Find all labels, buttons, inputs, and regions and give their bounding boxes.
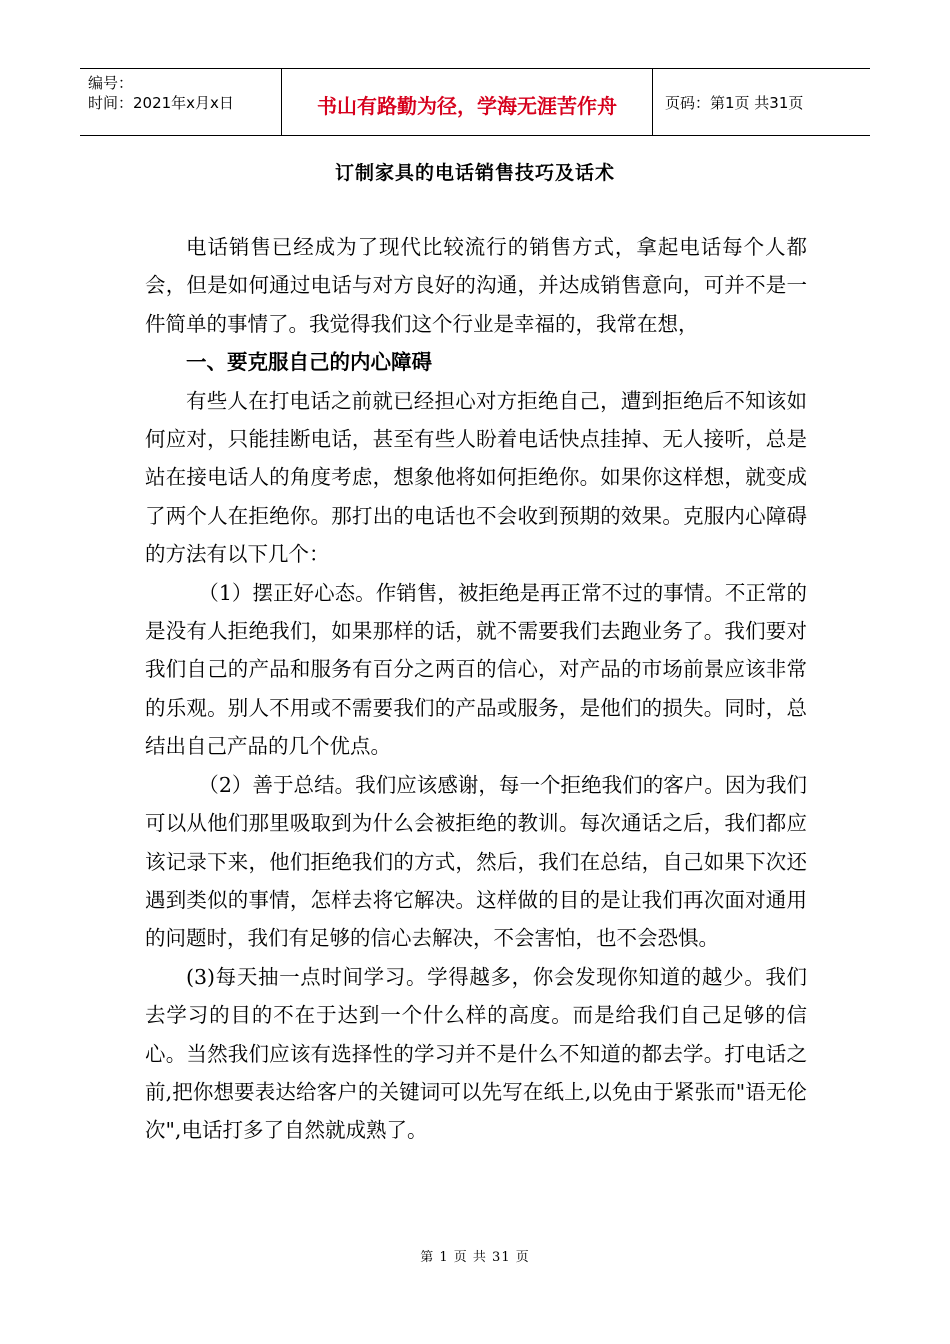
paragraph-point-1: （1）摆正好心态。作销售，被拒绝是再正常不过的事情。不正常的是没有人拒绝我们，如果那样的话，就不需要我们去跑业务了。我们要对我们自己的产品和服务有百分之两百的信心，对产品的市场前景应该非常的乐观。别人不用或不需要我们的产品或服务，是他们的损失。同时，总结出自己产品的几个优点。 [145,580,807,759]
document-header [80,68,870,136]
paragraph-point-2: （2）善于总结。我们应该感谢，每一个拒绝我们的客户。因为我们可以从他们那里吸取到为什么会被拒绝的教训。每次通话之后，我们都应该记录下来，他们拒绝我们的方式，然后，我们在总结，自己如果下次还遇到类似的事情，怎样去将它解决。这样做的目的是让我们再次面对通用的问题时，我们有足够的信心去解决，不会害怕，也不会恐惧。 [145,772,807,951]
document-body [145,228,807,1150]
header-page-info: 页码：第1页 共31页 [665,93,804,112]
document-title: 订制家具的电话销售技巧及话术 [334,162,615,184]
header-motto: 书山有路勤为径，学海无涯苦作舟 [317,93,617,118]
document-number-label: 编号： [88,74,134,92]
paragraph-obstacles: 有些人在打电话之前就已经担心对方拒绝自己，遭到拒绝后不知该如何应对，只能挂断电话，甚至有些人盼着电话快点挂掉、无人接听，总是站在接电话人的角度考虑，想象他将如何拒绝你。如果你这样想，就变成了两个人在拒绝你。那打出的电话也不会收到预期的效果。克服内心障碍的方法有以下几个： [145,388,807,567]
page-footer: 第 1 页 共 31 页 [420,1250,530,1265]
header-motto-cell [282,69,653,135]
document-date: 时间：2021年x月x日 [88,94,234,112]
header-meta-cell [80,69,282,135]
header-page-cell [653,69,870,135]
paragraph-point-3: (3)每天抽一点时间学习。学得越多，你会发现你知道的越少。我们去学习的目的不在于达到一个什么样的高度。而是给我们自己足够的信心。当然我们应该有选择性的学习并不是什么不知道的都去学。打电话之前,把你想要表达给客户的关键词可以先写在纸上,以免由于紧张而"语无伦次",电话打多了自然就成熟了。 [145,964,807,1143]
section-heading: 一、要克服自己的内心障碍 [186,350,432,375]
paragraph-intro: 电话销售已经成为了现代比较流行的销售方式，拿起电话每个人都会，但是如何通过电话与对方良好的沟通，并达成销售意向，可并不是一件简单的事情了。我觉得我们这个行业是幸福的，我常在想， [145,235,807,336]
